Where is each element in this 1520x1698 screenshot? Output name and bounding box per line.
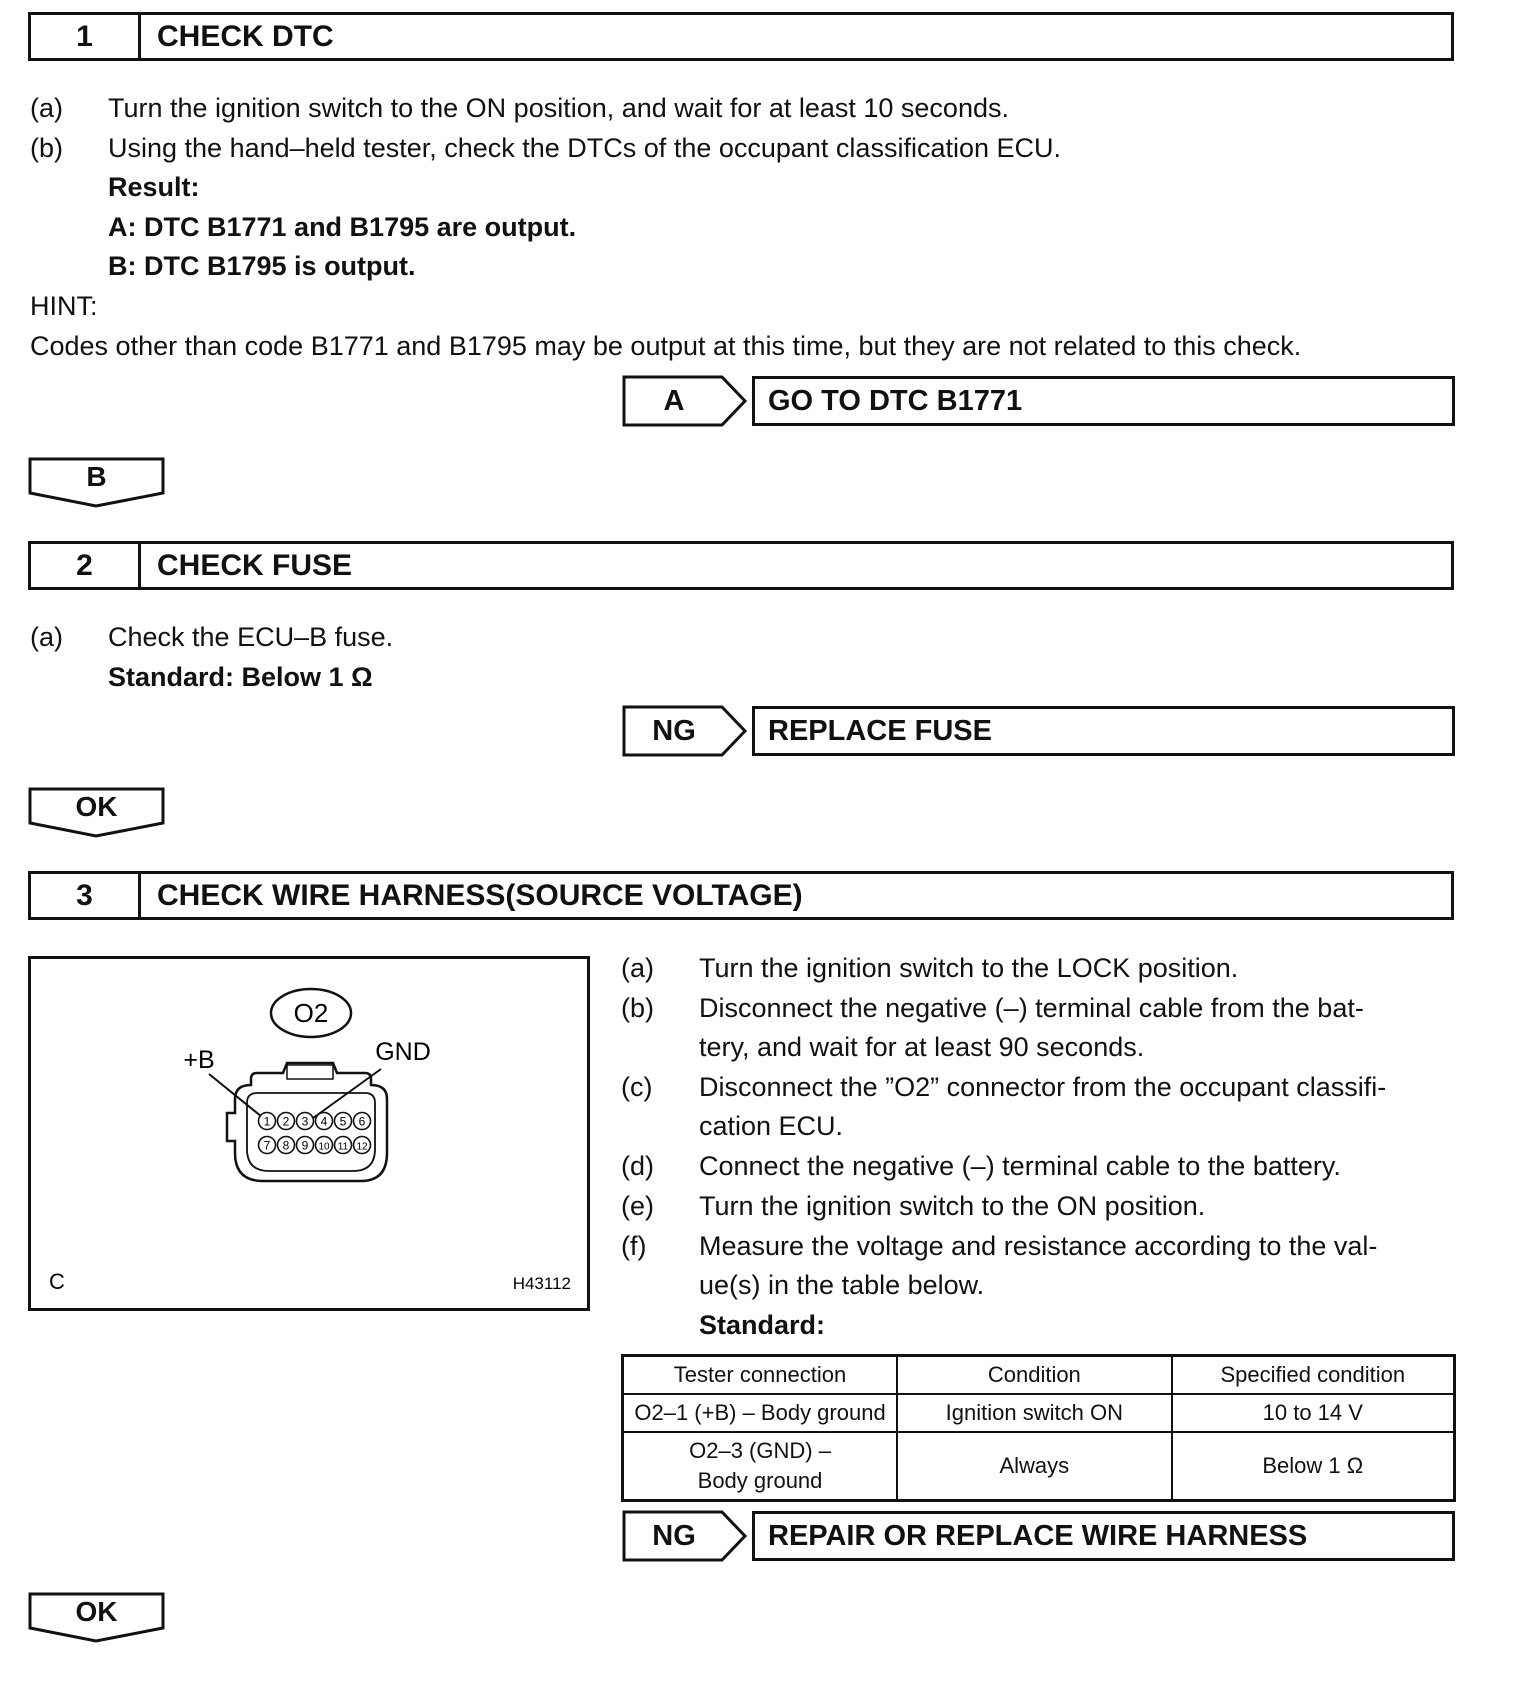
branch-tag-a[interactable] [622,375,748,427]
next-tag-label: B [86,461,107,492]
step-number: 1 [31,15,141,58]
connector-figure [28,956,590,1311]
cell-line: O2–1 (+B) – Body ground [634,1400,886,1425]
specification-table [621,1354,1456,1502]
step-number: 2 [31,544,141,587]
connector-pin-number: 2 [282,1114,290,1129]
item-label: (a) [30,622,63,652]
result-b: B: DTC B1795 is output. [108,251,416,281]
table-header-row [623,1356,1455,1395]
cell-line: O2–3 (GND) – [689,1438,831,1463]
step-number: 3 [31,874,141,917]
result-heading: Result: [108,172,200,202]
column-header: Condition [897,1356,1172,1395]
step-1-header [28,12,1454,61]
table-cell-specified: Below 1 Ω [1172,1432,1455,1501]
branch-action-repair-harness[interactable]: REPAIR OR REPLACE WIRE HARNESS [752,1511,1455,1561]
branch-tag-label: NG [652,715,696,747]
step-2-header [28,541,1454,590]
table-cell-connection [623,1432,898,1501]
item-label: (e) [621,1191,654,1221]
table-row [623,1394,1455,1432]
table-cell-connection [623,1394,898,1432]
table-cell-condition: Always [897,1432,1172,1501]
column-header: Tester connection [623,1356,898,1395]
next-tag-b[interactable] [28,457,165,509]
table-cell-specified: 10 to 14 V [1172,1394,1455,1432]
instruction-text: Turn the ignition switch to the ON position, and wait for at least 10 seconds. [108,93,1009,123]
next-tag-label: OK [75,1596,118,1627]
branch-tag-label: A [663,385,685,417]
item-label: (f) [621,1231,647,1261]
branch-action-replace-fuse[interactable]: REPLACE FUSE [752,706,1455,756]
branch-tag-label: NG [652,1520,696,1552]
instruction-text: ue(s) in the table below. [699,1270,985,1300]
instruction-text: Turn the ignition switch to the LOCK position. [699,953,1239,983]
step-3-header [28,871,1454,920]
item-label: (a) [621,953,654,983]
branch-tag-ng[interactable] [622,705,748,757]
item-label: (c) [621,1072,653,1102]
connector-pin-number: 1 [263,1114,271,1129]
terminal-label-gnd: GND [375,1038,431,1066]
connector-pin-number: 12 [356,1141,368,1153]
step-title: CHECK FUSE [157,549,353,582]
instruction-text: Connect the negative (–) terminal cable to the battery. [699,1151,1341,1181]
instruction-text: Measure the voltage and resistance according to the val- [699,1231,1378,1261]
connector-pin-number: 6 [358,1114,366,1129]
figure-code: H43112 [512,1274,571,1293]
connector-pin-number: 10 [318,1141,330,1153]
hint-label: HINT: [30,291,98,321]
connector-pin-number: 7 [263,1138,271,1153]
table-row [623,1432,1455,1501]
connector-diagram [31,959,587,1308]
next-tag-label: OK [75,791,118,822]
instruction-text: Using the hand–held tester, check the DTCs of the occupant classification ECU. [108,133,1062,163]
figure-corner-label: C [49,1269,65,1294]
item-label: (d) [621,1151,654,1181]
item-label: (a) [30,93,63,123]
connector-pin-number: 11 [337,1141,349,1153]
connector-pin-number: 3 [301,1114,309,1129]
connector-pin-number: 8 [282,1138,290,1153]
instruction-text: Disconnect the ”O2” connector from the occupant classifi- [699,1072,1387,1102]
connector-pin-number: 9 [301,1138,309,1153]
step-title: CHECK DTC [157,20,334,53]
instruction-text: cation ECU. [699,1111,844,1141]
column-header: Specified condition [1172,1356,1455,1395]
terminal-label-b: +B [183,1046,215,1074]
result-a: A: DTC B1771 and B1795 are output. [108,212,577,242]
branch-tag-ng[interactable] [622,1510,748,1562]
connector-name-label: O2 [293,998,329,1028]
step-title: CHECK WIRE HARNESS(SOURCE VOLTAGE) [157,879,803,912]
hint-text: Codes other than code B1771 and B1795 may be output at this time, but they are not related to this check. [30,331,1302,361]
standard-heading: Standard: [699,1310,826,1340]
instruction-text: Turn the ignition switch to the ON position. [699,1191,1206,1221]
next-tag-ok[interactable] [28,1592,165,1644]
standard-value: Standard: Below 1 Ω [108,662,373,692]
instruction-text: Disconnect the negative (–) terminal cable from the bat- [699,993,1364,1023]
connector-pin-number: 4 [320,1114,328,1129]
connector-pin-number: 5 [339,1114,347,1129]
instruction-text: tery, and wait for at least 90 seconds. [699,1032,1145,1062]
instruction-text: Check the ECU–B fuse. [108,622,394,652]
cell-line: Body ground [697,1468,823,1493]
next-tag-ok[interactable] [28,787,165,839]
table-cell-condition: Ignition switch ON [897,1394,1172,1432]
item-label: (b) [621,993,654,1023]
branch-action-go-to-dtc[interactable]: GO TO DTC B1771 [752,376,1455,426]
item-label: (b) [30,133,63,163]
